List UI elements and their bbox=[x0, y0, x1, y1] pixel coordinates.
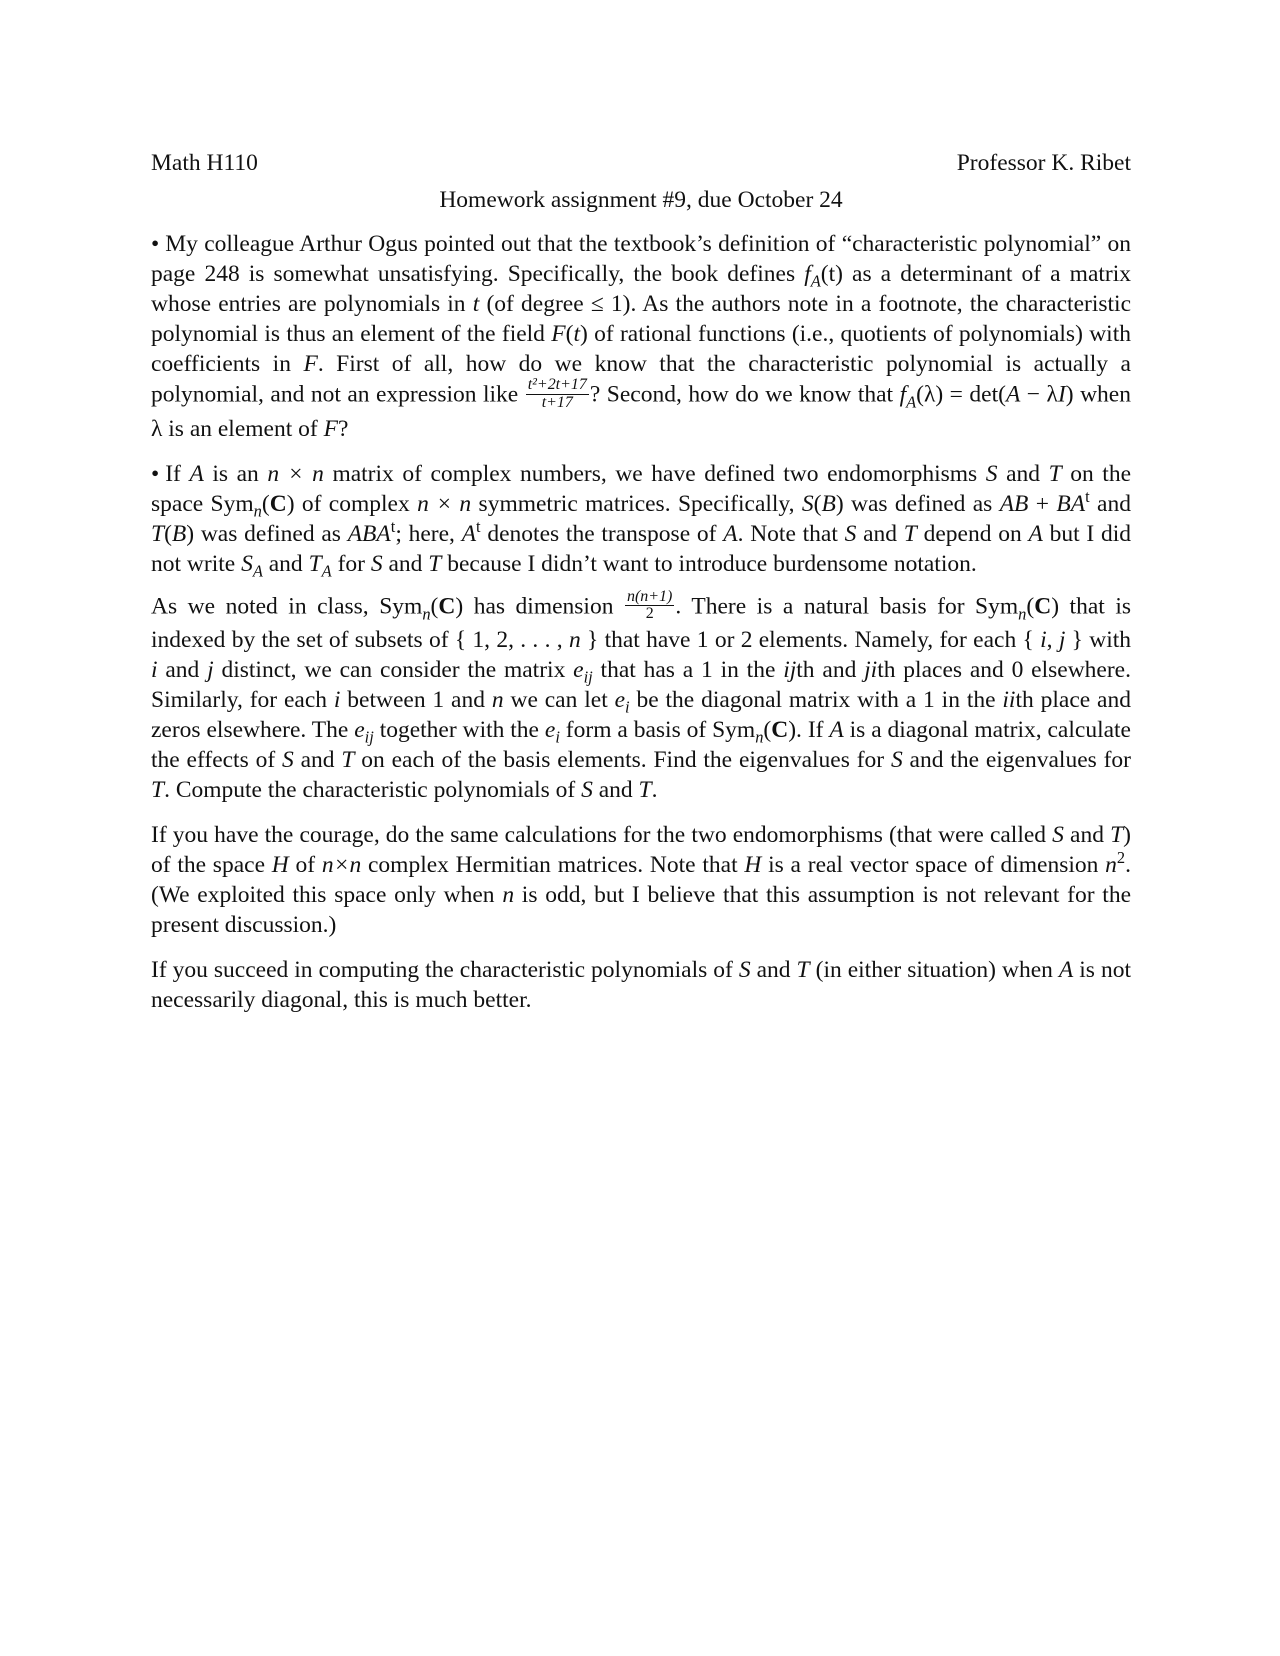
header bbox=[151, 148, 1131, 178]
course-name: Math H110 bbox=[151, 150, 258, 176]
professor-name: Professor K. Ribet bbox=[956, 150, 1131, 176]
paragraph-general-case: If you succeed in computing the characteristic polynomials of S and T (in either situation) when A is not necessarily diagonal, this is much better. bbox=[151, 957, 1131, 1014]
paragraph-basis: As we noted in class, Sym$_n$(C) has dimension $\frac{n(n+1)}{2}$ . There is a natural basis for Sym$_n$(C) that is indexed by the set of subsets of { 1, 2, . . . , n } that have 1 or 2 elements. Namely, for each { i, j } with i and j distinct, we can consider the matrix $e_{ij}$ that has a 1 in the ijth and jith places and 0 elsewhere. Similarly, for each i between 1 and n we can let $e_i$ be the diagonal matrix with a 1 in the iith place and zeros elsewhere. The $e_{ij}$ together with the $e_i$ form a basis of Sym$_n$(C). If A is a diagonal matrix, calculate the effects of S and T on each of the basis elements. Find the eigenvalues for S and the eigenvalues for T. Compute the characteristic polynomials of S and T. bbox=[151, 587, 1132, 804]
document-page bbox=[151, 148, 1131, 1015]
fraction-dimension: $\frac{n(n+1)}{2}$ bbox=[627, 587, 673, 623]
bullet-marker: • bbox=[151, 460, 160, 487]
paragraph-endomorphisms: • If A is an n × n matrix of complex numbers, we have defined two endomorphisms S and T on the space Sym$_n$(C) of complex n × n symmetric matrices. Specifically, S(B) was defined as AB + $BA^t$ and T(B) was defined as ABA$^t$; here, $A^t$ denotes the transpose of A. Note that S and T depend on A but I did not write $S_A$ and $T_A$ for S and T because I didn’t want to introduce burdensome notation. bbox=[151, 460, 1132, 581]
paragraph-characteristic-polynomial: • My colleague Arthur Ogus pointed out that the textbook’s definition of “characteristic polynomial” on page 248 is somewhat unsatisfying. Specifically, the book defines $f_A(t)$ as a determinant of a matrix whose entries are polynomials in t (of degree ≤ 1). As the authors note in a footnote, the characteristic polynomial is thus an element of the field F(t) of rational functions (i.e., quotients of polynomials) with coefficients in F. First of all, how do we know that the characteristic polynomial is actually a polynomial, and not an expression like $\frac{\text{t²+2t+17}}{t+17}$ ? Second, how do we know that $f_A(\lambda) = \det(A - \lambda I)$ when λ is an element of F? bbox=[151, 231, 1132, 442]
fraction-example: $\frac{\text{t²+2t+17}}{t+17}$ bbox=[527, 376, 587, 411]
assignment-title: Homework assignment #9, due October 24 bbox=[439, 187, 843, 213]
paragraph-hermitian: If you have the courage, do the same calculations for the two endomorphisms (that were called S and T) of the space H of n×n complex Hermitian matrices. Note that H is a real vector space of dimension $n^2$. (We exploited this space only when n is odd, but I believe that this assumption is not relevant for the present discussion.) bbox=[151, 822, 1132, 939]
bullet-marker: • bbox=[151, 231, 160, 257]
